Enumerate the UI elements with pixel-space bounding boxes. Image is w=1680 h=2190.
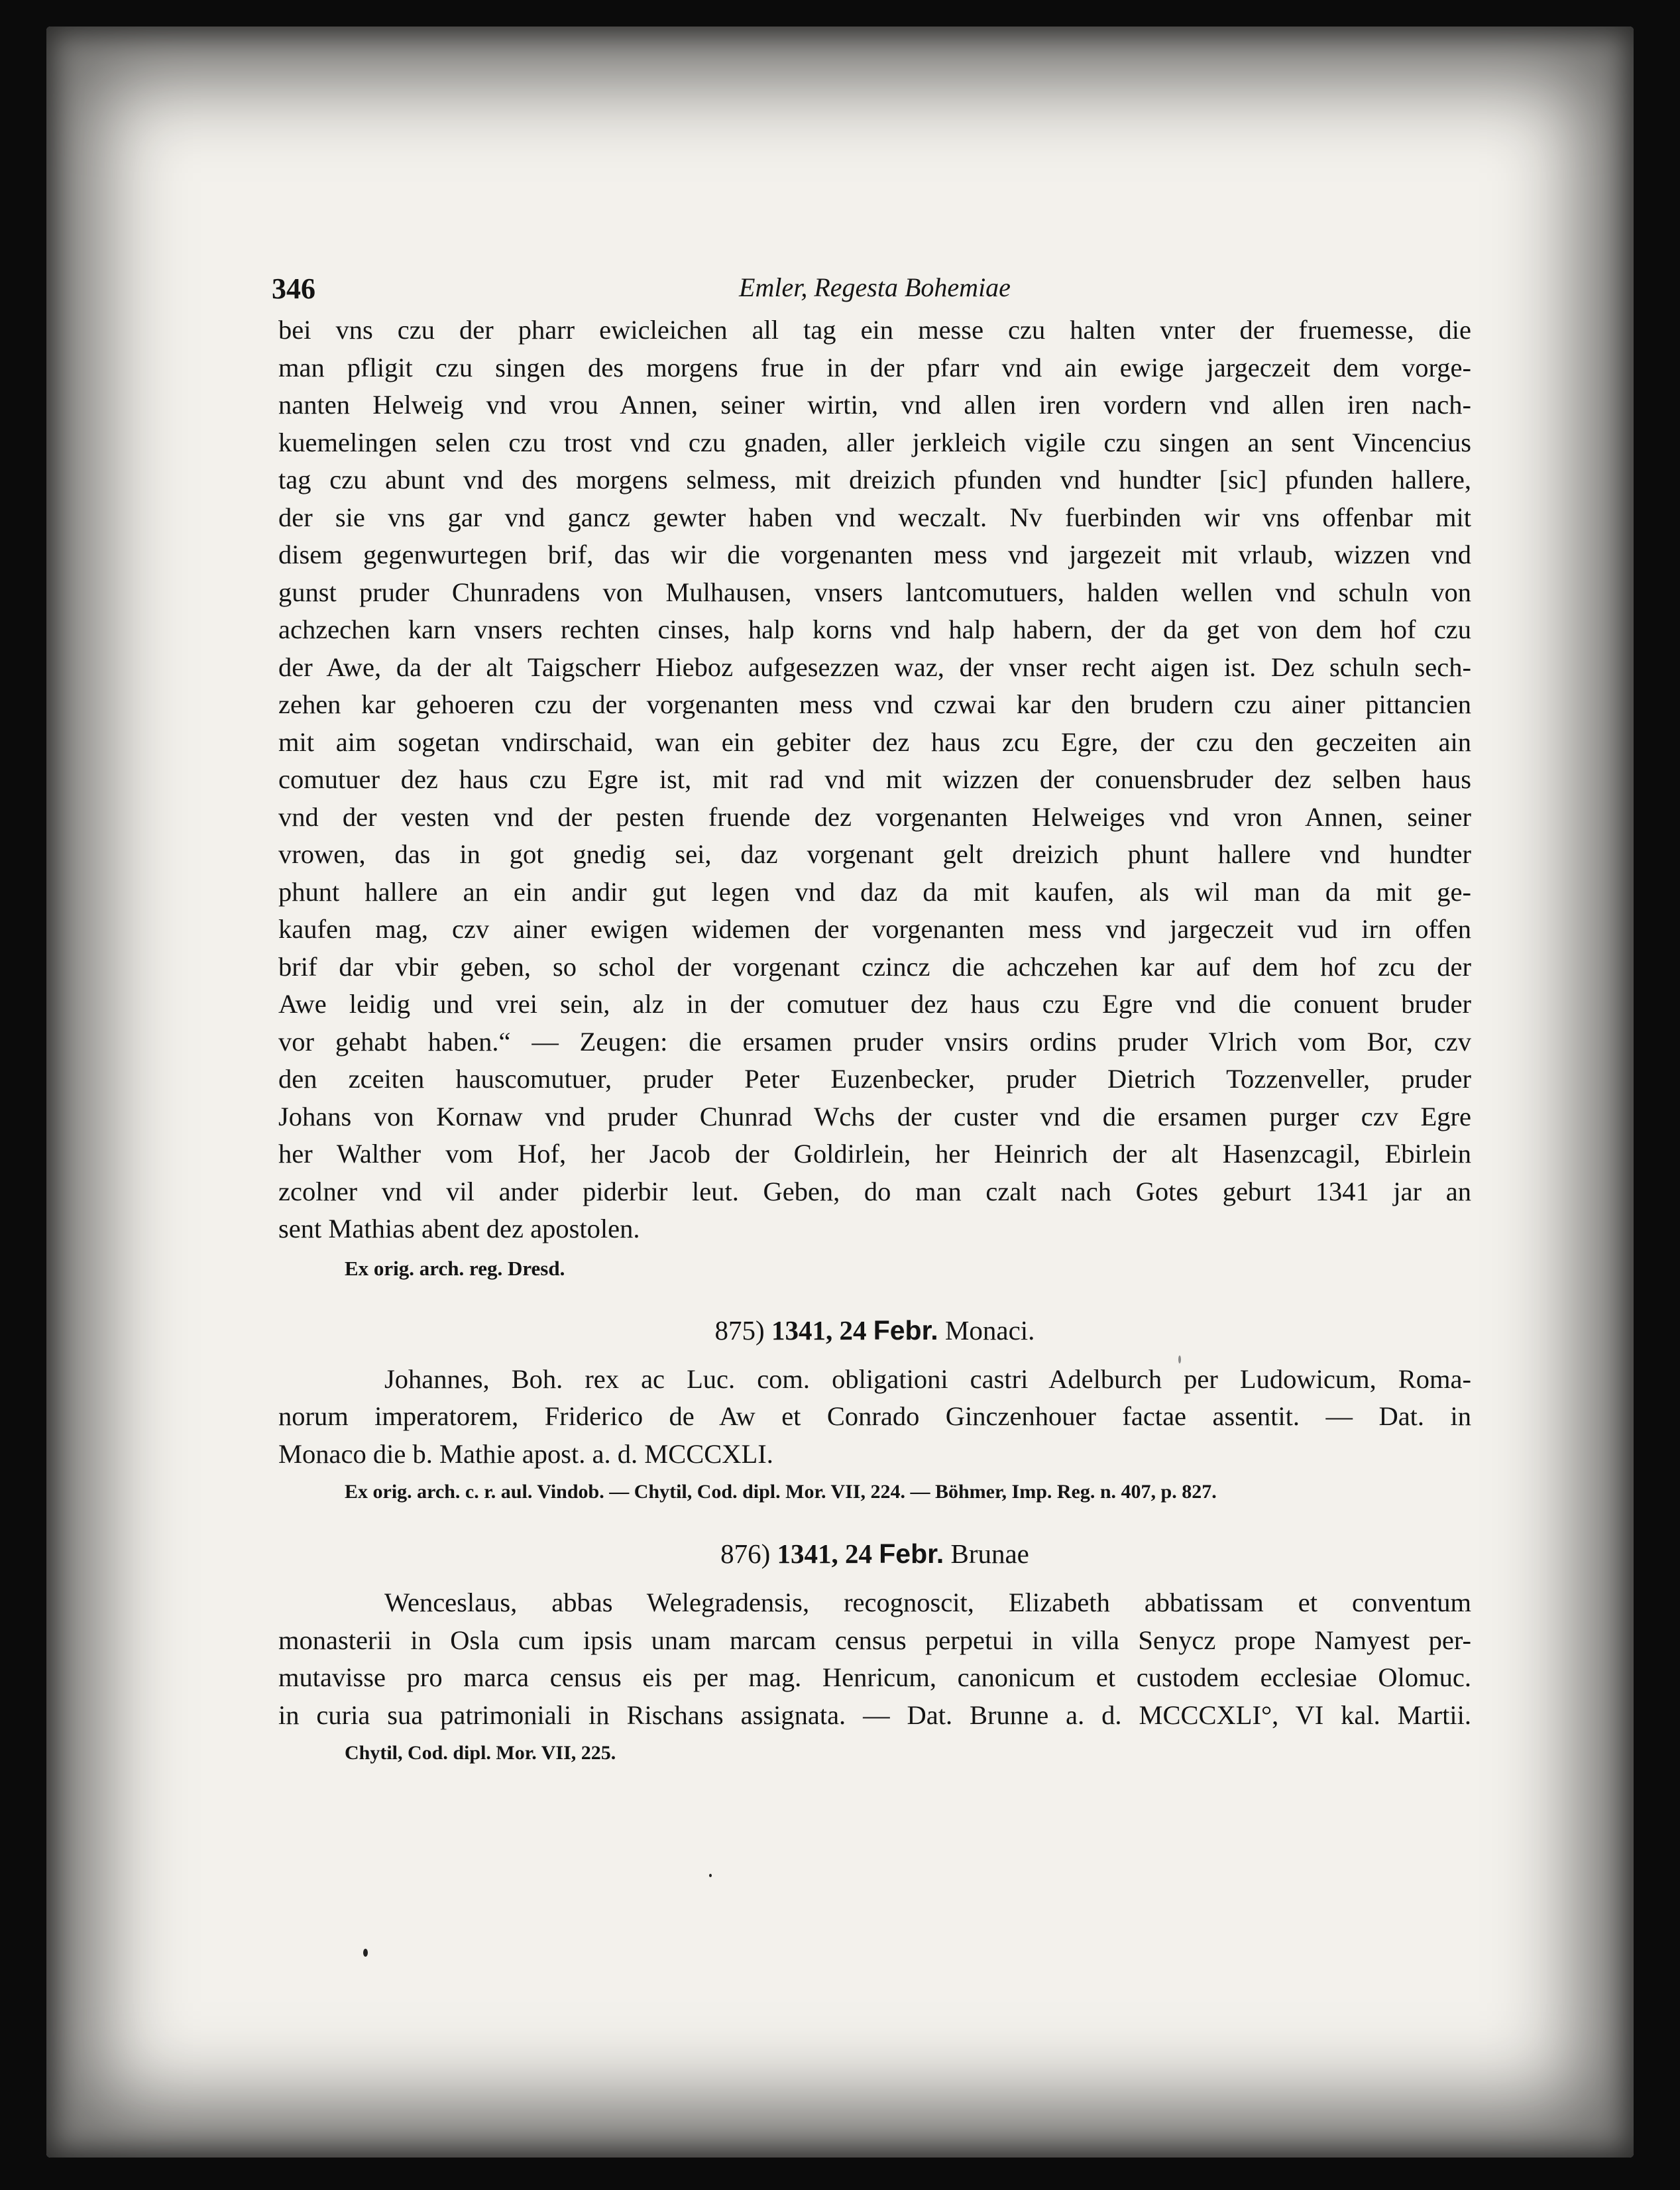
text-line: der sie vns gar vnd gancz gewter haben vnd weczalt. Nv fuerbinden wir vns offenbar mit (278, 502, 1471, 532)
text-line: den zceiten hauscomutuer, pruder Peter Euzenbecker, pruder Dietrich Tozzenveller, pruder (278, 1064, 1471, 1094)
text-line: mit aim sogetan vndirschaid, wan ein gebiter dez haus zcu Egre, der czu den geczeiten ain (278, 726, 1471, 757)
text-line: gunst pruder Chunradens von Mulhausen, vnsers lantcomutuers, halden wellen vnd schuln von (278, 577, 1471, 607)
text-line: man pfligit czu singen des morgens frue in der pfarr vnd ain ewige jargeczeit dem vorge- (278, 352, 1471, 382)
text-line: mutavisse pro marca census eis per mag. Henricum, canonicum et custodem ecclesiae Olomuc. (278, 1662, 1471, 1692)
text-line: sent Mathias abent dez apostolen. (278, 1214, 640, 1243)
text-line: Awe leidig und vrei sein, alz in der comutuer dez haus czu Egre vnd die conuent bruder (278, 989, 1471, 1019)
entry-heading-876 (278, 1538, 1471, 1570)
source-citation: Chytil, Cod. dipl. Mor. VII, 225. (345, 1742, 616, 1764)
text-line: zcolner vnd vil ander piderbir leut. Geben, do man czalt nach Gotes geburt 1341 jar an (278, 1176, 1471, 1206)
text-line: achzechen karn vnsers rechten cinses, halp korns vnd halp habern, der da get von dem hof czu (278, 614, 1471, 644)
text-line: Wenceslaus, abbas Welegradensis, recognoscit, Elizabeth abbatissam et conventum (384, 1587, 1471, 1617)
entry-875-text (278, 1361, 1471, 1473)
text-line: Johans von Kornaw vnd pruder Chunrad Wchs der custer vnd die ersamen purger czv Egre (278, 1101, 1471, 1131)
text-line: vor gehabt haben.“ — Zeugen: die ersamen pruder vnsirs ordins pruder Vlrich vom Bor, czv (278, 1026, 1471, 1057)
entry-876-text (278, 1584, 1471, 1734)
ink-speck (363, 1949, 368, 1957)
text-line: kaufen mag, czv ainer ewigen widemen der vorgenanten mess vnd jargeczeit vud irn offen (278, 914, 1471, 944)
text-line: vnd der vesten vnd der pesten fruende dez vorgenanten Helweiges vnd vron Annen, seiner (278, 801, 1471, 832)
text-line: her Walther vom Hof, her Jacob der Goldirlein, her Heinrich der alt Hasenzcagil, Ebirlein (278, 1139, 1471, 1169)
entry-number: 875) (714, 1314, 765, 1346)
text-line: disem gegenwurtegen brif, das wir die vorgenanten mess vnd jargezeit mit vrlaub, wizzen vnd (278, 540, 1471, 569)
document-page (272, 265, 1471, 1889)
text-line: tag czu abunt vnd des morgens selmess, mit dreizich pfunden vnd hundter [sic] pfunden hallere, (278, 465, 1471, 494)
source-citation: Ex orig. arch. reg. Dresd. (345, 1256, 565, 1280)
text-line: der Awe, da der alt Taigscherr Hieboz aufgesezzen waz, der vnser recht aigen ist. Dez schuln sech- (278, 652, 1471, 682)
text-line: vrowen, das in got gnedig sei, daz vorgenant gelt dreizich phunt hallere vnd hundter (278, 839, 1471, 869)
text-line: in curia sua patrimoniali in Rischans assignata. — Dat. Brunne a. d. MCCCXLI°, VI kal. Martii. (278, 1700, 1471, 1730)
entry-heading-875 (278, 1314, 1471, 1346)
continuation-paragraph (278, 312, 1471, 1248)
text-line: zehen kar gehoeren czu der vorgenanten mess vnd czwai kar den brudern czu ainer pittancien (278, 689, 1471, 719)
entry-date: 1341, 24 (771, 1314, 867, 1346)
entry-month: Febr. (879, 1538, 944, 1569)
text-line: phunt hallere an ein andir gut legen vnd daz da mit kaufen, als wil man da mit ge- (278, 876, 1471, 907)
text-line: brif dar vbir geben, so schol der vorgenant czincz die achczehen kar auf dem hof zcu der (278, 951, 1471, 982)
text-line: kuemelingen selen czu trost vnd czu gnaden, aller jerkleich vigile czu singen an sent Vincencius (278, 427, 1471, 457)
page-header (272, 265, 1471, 312)
text-line: bei vns czu der pharr ewicleichen all tag ein messe czu halten vnter der fruemesse, die (278, 315, 1471, 345)
text-line: comutuer dez haus czu Egre ist, mit rad vnd mit wizzen der conuensbruder dez selben haus (278, 764, 1471, 794)
source-citation: Ex orig. arch. c. r. aul. Vindob. — Chytil, Cod. dipl. Mor. VII, 224. — Böhmer, Imp. Reg. n. 407, p. 827. (345, 1481, 1217, 1503)
text-line: nanten Helweig vnd vrou Annen, seiner wirtin, vnd allen iren vordern vnd allen iren nach- (278, 390, 1471, 420)
running-title: Emler, Regesta Bohemiae (739, 272, 1011, 302)
entry-date: 1341, 24 (777, 1538, 872, 1569)
entry-place: Brunae (950, 1538, 1029, 1569)
text-line: norum imperatorem, Friderico de Aw et Conrado Ginczenhouer factae assentit. — Dat. in (278, 1401, 1471, 1431)
entry-place: Monaci. (944, 1314, 1035, 1346)
text-line: monasterii in Osla cum ipsis unam marcam census perpetui in villa Senycz prope Namyest per- (278, 1625, 1471, 1655)
entry-month: Febr. (873, 1314, 938, 1346)
page-number: 346 (272, 272, 315, 305)
entry-number: 876) (720, 1538, 771, 1569)
text-line: Johannes, Boh. rex ac Luc. com. obligationi castri Adelburch per Ludowicum, Roma- (384, 1363, 1471, 1394)
text-line: Monaco die b. Mathie apost. a. d. MCCCXLI. (278, 1438, 773, 1469)
